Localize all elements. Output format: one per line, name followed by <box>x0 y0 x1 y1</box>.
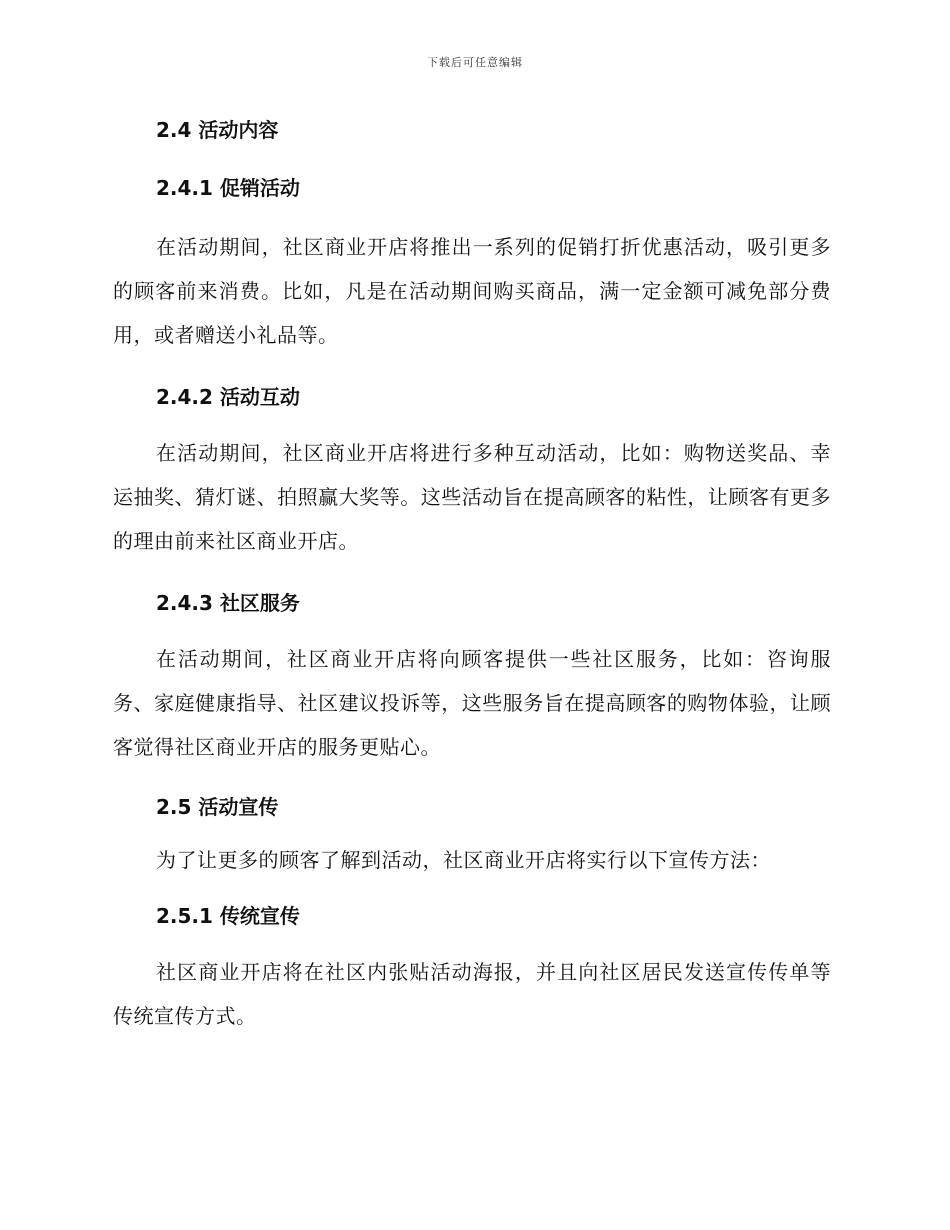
section-heading-2-4-1: 2.4.1 促销活动 <box>156 176 300 200</box>
paragraph-traditional-publicity: 社区商业开店将在社区内张贴活动海报，并且向社区居民发送宣传传单等传统宣传方式。 <box>113 960 831 1028</box>
paragraph-publicity-intro: 为了让更多的顾客了解到活动，社区商业开店将实行以下宣传方法： <box>156 848 771 872</box>
paragraph-promotion: 在活动期间，社区商业开店将推出一系列的促销打折优惠活动，吸引更多的顾客前来消费。比如，凡是在活动期间购买商品，满一定金额可减免部分费用，或者赠送小礼品等。 <box>113 235 831 347</box>
section-heading-2-4-2: 2.4.2 活动互动 <box>156 385 300 409</box>
page-header: 下载后可任意编辑 <box>427 56 523 69</box>
section-heading-2-4-3: 2.4.3 社区服务 <box>156 591 300 615</box>
section-heading-2-5-1: 2.5.1 传统宣传 <box>156 904 300 928</box>
section-heading-2-5: 2.5 活动宣传 <box>156 795 279 819</box>
section-heading-2-4: 2.4 活动内容 <box>156 118 279 142</box>
document-body <box>113 112 831 1038</box>
paragraph-interaction: 在活动期间，社区商业开店将进行多种互动活动，比如：购物送奖品、幸运抽奖、猜灯谜、拍照赢大奖等。这些活动旨在提高顾客的粘性，让顾客有更多的理由前来社区商业开店。 <box>113 441 831 553</box>
paragraph-community-service: 在活动期间，社区商业开店将向顾客提供一些社区服务，比如：咨询服务、家庭健康指导、社区建议投诉等，这些服务旨在提高顾客的购物体验，让顾客觉得社区商业开店的服务更贴心。 <box>113 647 831 759</box>
